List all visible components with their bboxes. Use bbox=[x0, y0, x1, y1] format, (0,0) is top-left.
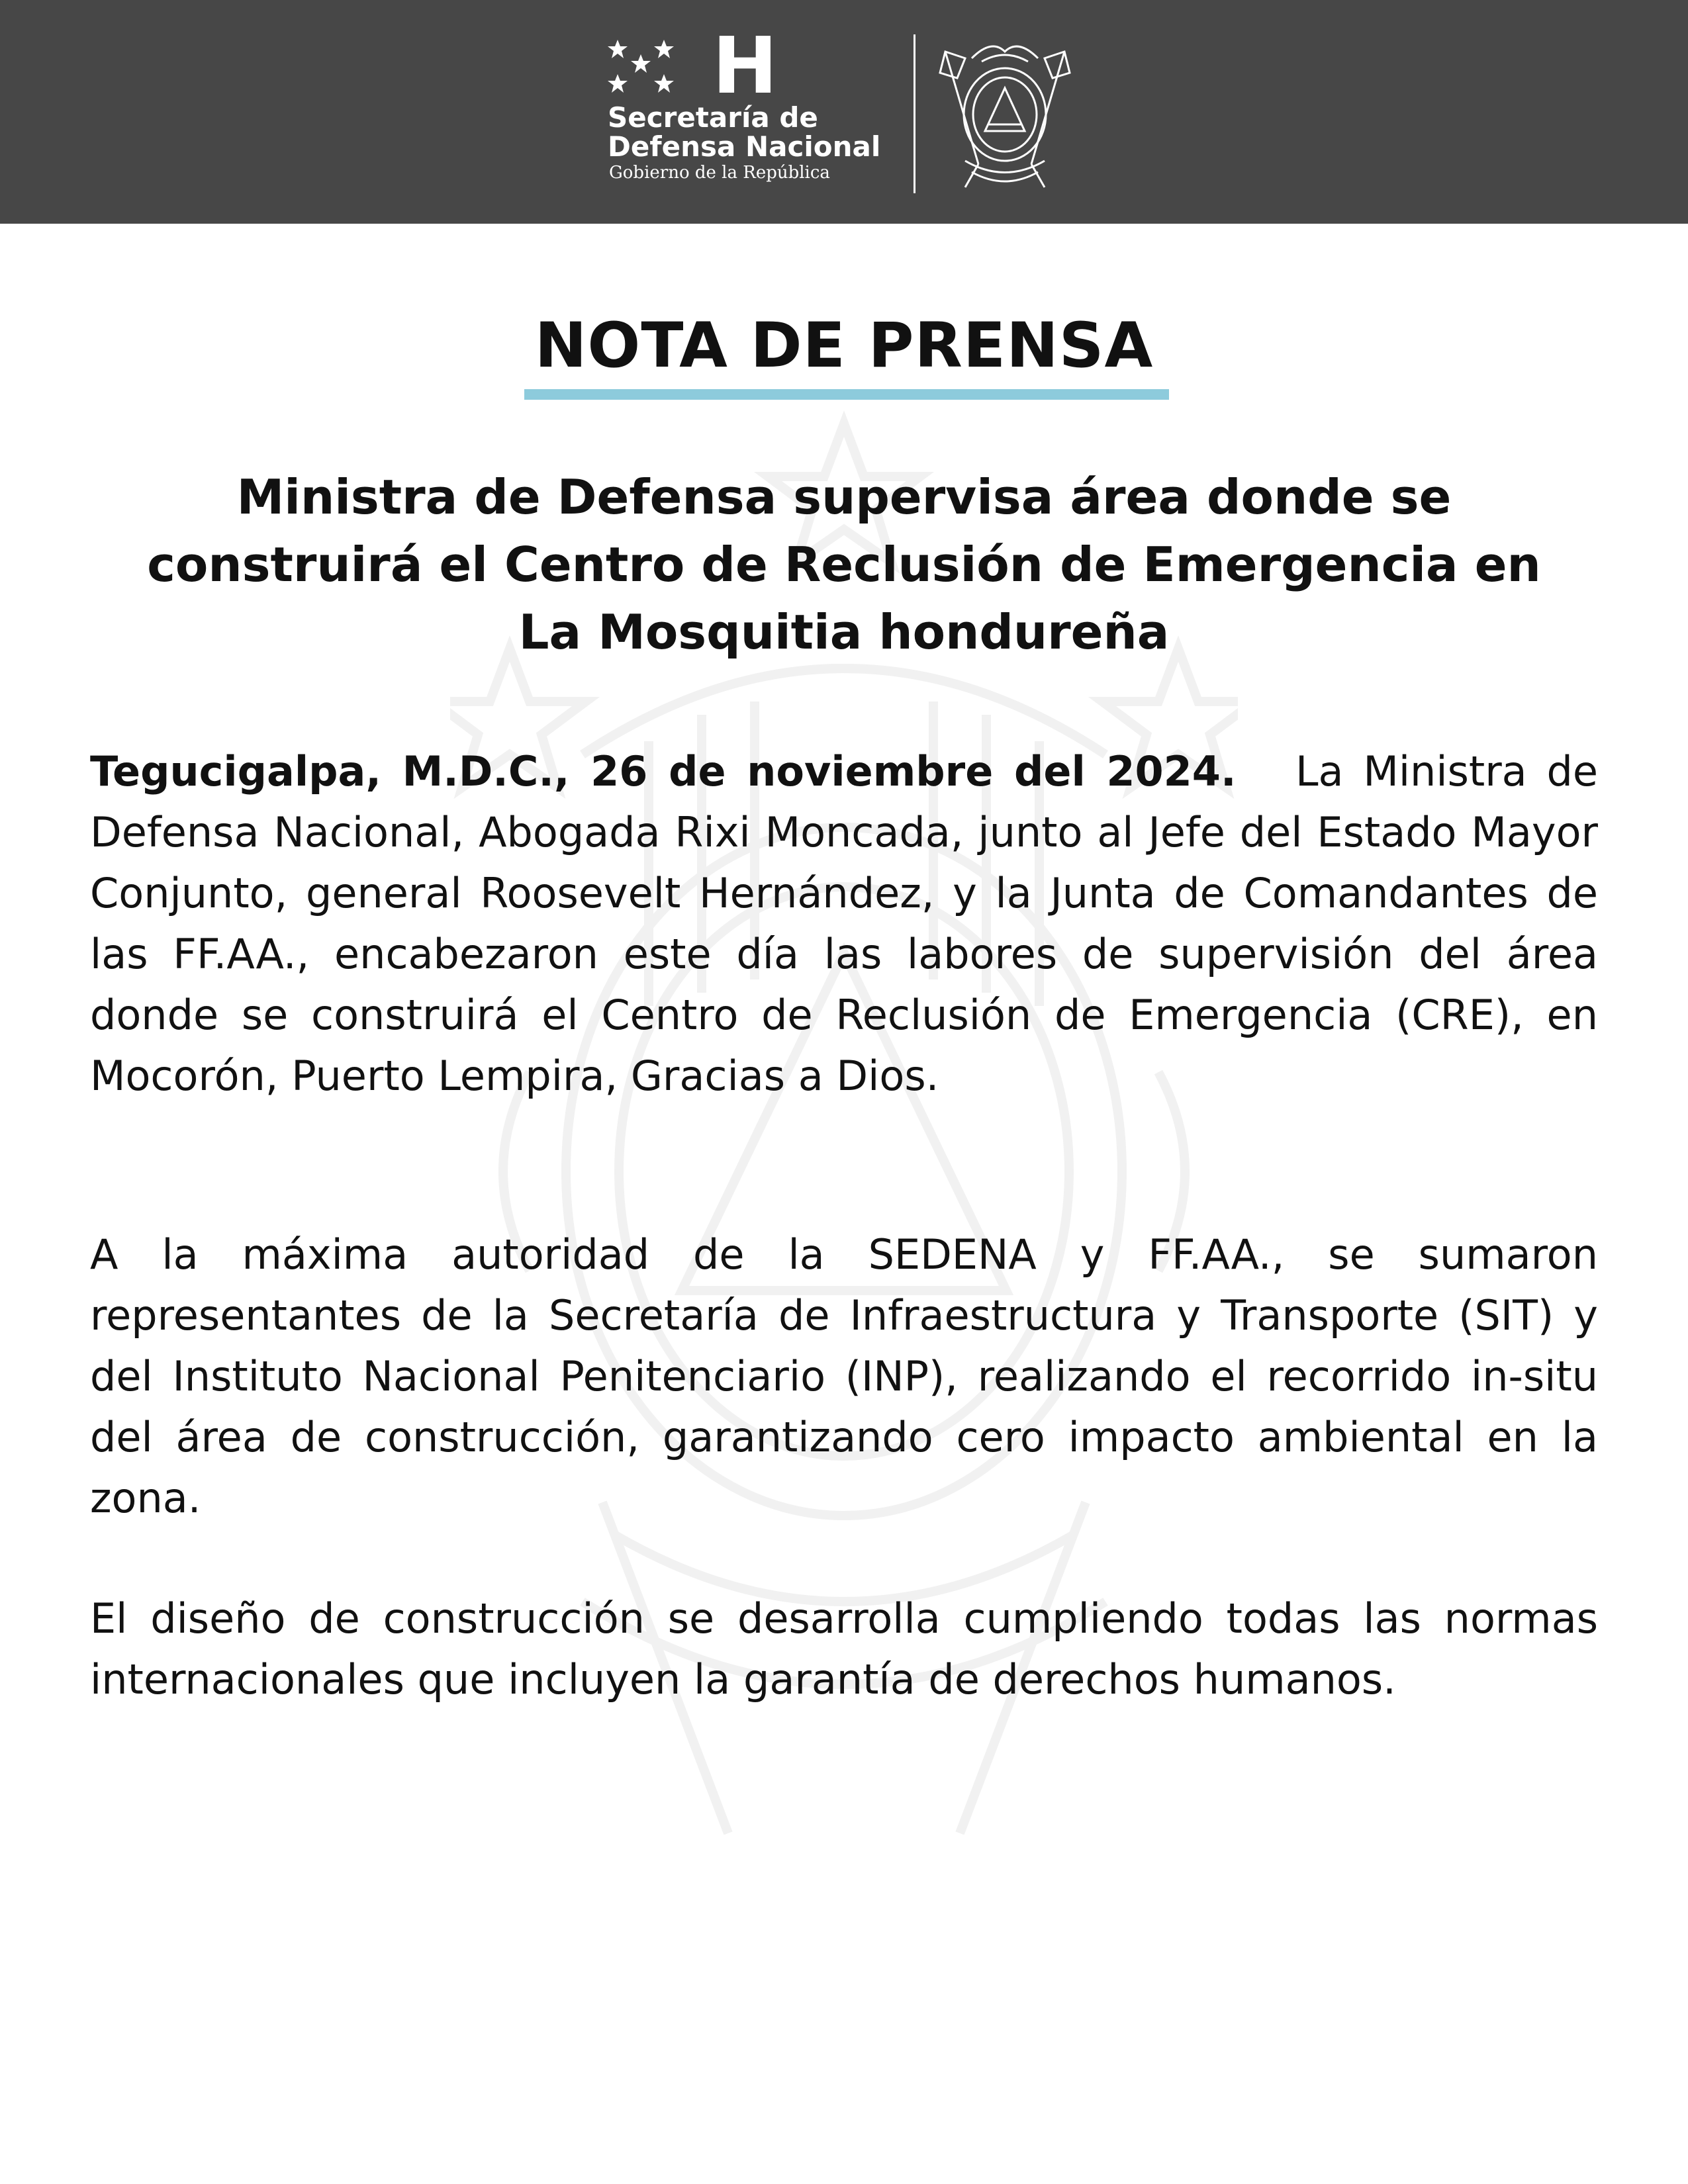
coat-of-arms-emblem bbox=[925, 32, 1084, 197]
org-name-line1: Secretaría de bbox=[608, 101, 818, 134]
label-underline bbox=[524, 389, 1169, 400]
star-icon bbox=[608, 38, 707, 111]
paragraph-1 bbox=[90, 741, 1598, 1107]
dateline: Tegucigalpa, M.D.C., 26 de noviembre del 2024. bbox=[90, 747, 1237, 796]
header-band bbox=[0, 0, 1688, 224]
header-divider bbox=[914, 34, 915, 193]
headline: Ministra de Defensa supervisa área donde se construirá el Centro de Reclusión de Emergencia en La Mosquitia hondureña bbox=[147, 469, 1541, 660]
paragraph-3: El diseño de construcción se desarrolla cumpliendo todas las normas internacionales que incluyen la garantía de derechos humanos. bbox=[90, 1594, 1598, 1704]
paragraph-1-text: La Ministra de Defensa Nacional, Abogada Rixi Moncada, junto al Jefe del Estado Mayor Conjunto, general Roosevelt Hernández, y la Junta de Comandantes de las FF.AA., encabezaron este día las labores de supervisión del área donde se construirá el Centro de Reclusión de Emergencia (CRE), en Mocorón, Puerto Lempira, Gracias a Dios. bbox=[90, 747, 1598, 1100]
logo-letter: H bbox=[712, 20, 778, 111]
paragraph-2: A la máxima autoridad de la SEDENA y FF.AA., se sumaron representantes de la Secretaría de Infraestructura y Transporte (SIT) y del Instituto Nacional Penitenciario (INP), realizando el recorrido in-situ del área de construcción, garantizando cero impacto ambiental en la zona. bbox=[90, 1230, 1598, 1522]
org-name-line2: Defensa Nacional bbox=[608, 130, 881, 163]
press-release-label: NOTA DE PRENSA bbox=[534, 310, 1154, 382]
government-tagline: Gobierno de la República bbox=[609, 163, 830, 183]
